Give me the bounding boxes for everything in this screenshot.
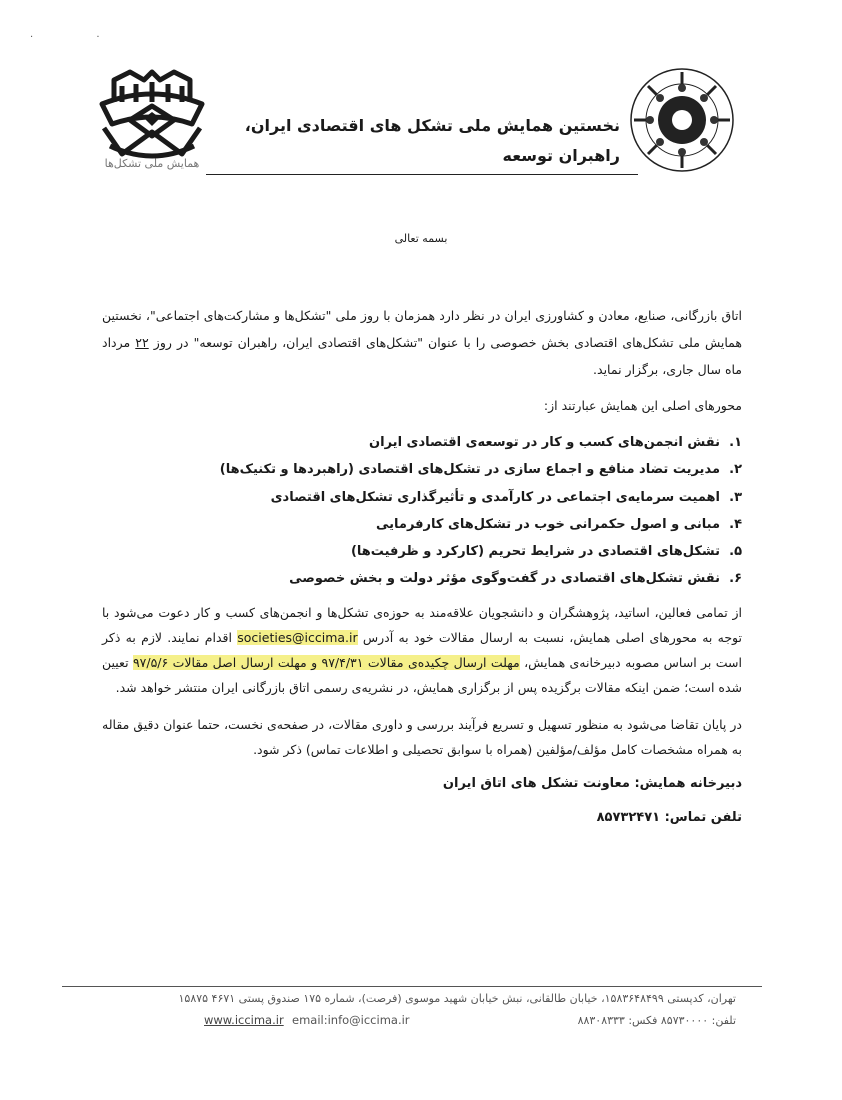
cfp-text-part1: از تمامی فعالین، اساتید، پژوهشگران و دانشجویان علاقه‌مند به حوزه‌ی تشکل‌ها و انجمن‌های کسب و کار دعوت می‌شود با توجه به محورهای اصلی همایش، نسبت به ارسال مقالات خود به آدرس	[102, 605, 742, 645]
topic-text: مدیریت تضاد منافع و اجماع سازی در تشکل‌های اقتصادی (راهبردها و تکنیک‌ها)	[219, 462, 720, 478]
topics-list	[102, 429, 742, 593]
footer-website-link[interactable]: www.iccima.ir	[204, 1013, 284, 1027]
list-item	[102, 429, 742, 456]
footer-email-link[interactable]: email:info@iccima.ir	[292, 1013, 410, 1027]
footer-address: تهران، کدپستی ۱۵۸۳۶۴۸۴۹۹، خیابان طالقانی، نبش خیابان شهید موسوی (فرصت)، شماره ۱۷۵ صندوق پستی ۴۶۷۱ ۱۵۸۷۵	[178, 992, 736, 1005]
logo-caption: همایش ملی تشکل‌ها	[104, 157, 200, 170]
contact-phone: تلفن تماس: ۸۵۷۳۲۴۷۱	[596, 810, 742, 825]
topic-number: ۵.	[729, 544, 742, 560]
topic-number: ۴.	[729, 516, 742, 532]
closing-paragraph: در پایان تقاضا می‌شود به منظور تسهیل و تسریع فرآیند بررسی و داوری مقالات، در صفحه‌ی نخست، حتما عنوان دقیق مقاله به همراه مشخصات کامل مؤلف/مؤلفین (همراه با سوابق تحصیلی و اطلاعات تماس) ذکر شود.	[102, 717, 742, 757]
topic-text: نقش انجمن‌های کسب و کار در توسعه‌ی اقتصادی ایران	[369, 435, 720, 450]
basmala: بسمه تعالی	[394, 232, 448, 245]
iccima-seal-icon	[628, 66, 736, 174]
topic-text: مبانی و اصول حکمرانی خوب در تشکل‌های کارفرمایی	[375, 516, 720, 532]
topic-text: تشکل‌های اقتصادی در شرایط تحریم (کارکرد و ظرفیت‌ها)	[350, 544, 720, 560]
topic-number: ۲.	[729, 462, 742, 478]
scan-marks: · ·	[30, 32, 130, 43]
list-item	[102, 511, 742, 538]
topics-intro: محورهای اصلی این همایش عبارتند از:	[543, 398, 742, 413]
list-item	[102, 538, 742, 565]
topic-text: نقش تشکل‌های اقتصادی در گفت‌وگوی مؤثر دولت و بخش خصوصی	[289, 571, 720, 587]
conference-title: نخستین همایش ملی تشکل های اقتصادی ایران،	[244, 116, 620, 135]
call-for-papers-paragraph	[102, 600, 742, 700]
footer-divider	[62, 986, 762, 987]
list-item	[102, 484, 742, 511]
topic-number: ۶.	[729, 571, 742, 587]
intro-text-part1: اتاق بازرگانی، صنایع، معادن و کشاورزی ایران در نظر دارد همزمان با روز ملی "تشکل‌ها و مشارکت‌های اجتماعی"، نخستین همایش ملی تشکل‌های اقتصادی بخش خصوصی را با عنوان "تشکل‌های اقتصادی ایران، راهبران توسعه" در روز	[102, 308, 743, 350]
intro-paragraph	[102, 302, 742, 383]
cfp-text-part3: تعیین شده است؛ ضمن اینکه مقالات برگزیده پس از برگزاری همایش، در نشریه‌ی رسمی اتاق بازرگانی ایران منتشر خواهد شد.	[102, 655, 742, 695]
cfp-text-part2: اقدام نمایند. لازم به ذکر است بر اساس مصوبه دبیرخانه‌ی همایش،	[102, 630, 742, 670]
header-divider	[206, 174, 638, 175]
secretariat-line: دبیرخانه همایش: معاونت تشکل های اتاق ایران	[442, 776, 742, 791]
topic-number: ۱.	[729, 435, 742, 450]
conference-subtitle: راهبران توسعه	[502, 146, 620, 165]
topic-number: ۳.	[729, 489, 742, 505]
event-day: ۲۲	[135, 335, 149, 350]
footer-phone-fax: تلفن: ۸۵۷۳۰۰۰۰ فکس: ۸۸۳۰۸۳۳۳	[577, 1014, 736, 1027]
list-item	[102, 565, 742, 592]
list-item	[102, 456, 742, 483]
topic-text: اهمیت سرمایه‌ی اجتماعی در کارآمدی و تأثیرگذاری تشکل‌های اقتصادی	[270, 489, 720, 505]
submission-email-link[interactable]: societies@iccima.ir	[237, 630, 358, 645]
deadlines-highlight: مهلت ارسال چکیده‌ی مقالات ۹۷/۴/۳۱ و مهلت ارسال اصل مقالات ۹۷/۵/۶	[132, 655, 520, 670]
intro-text-part2: مرداد ماه سال جاری، برگزار نماید.	[102, 335, 742, 377]
